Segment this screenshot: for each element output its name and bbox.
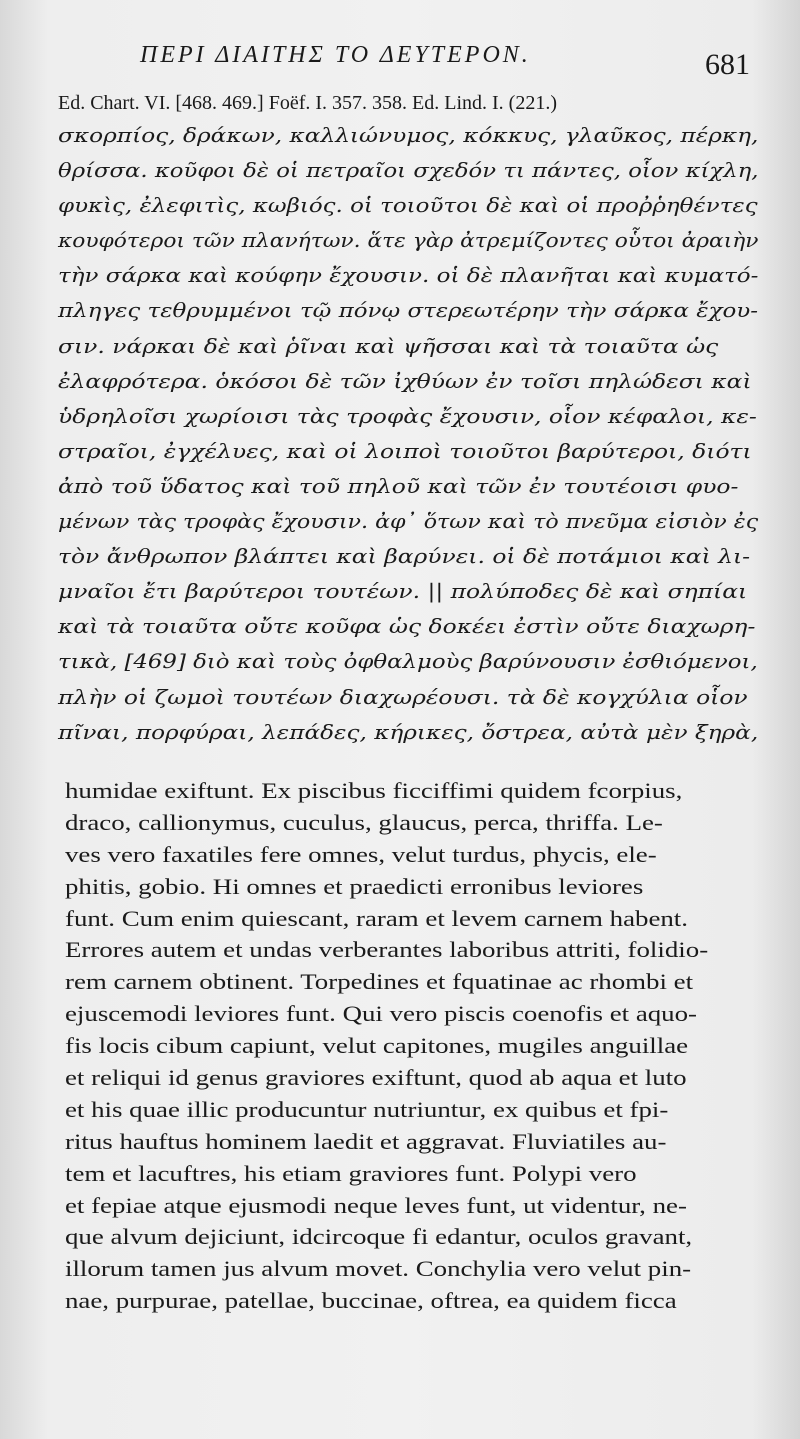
greek-line: πλὴν οἱ ζωμοὶ τουτέων διαχωρέουσι. τὰ δὲ κογχύλια οἷον [58, 685, 748, 709]
greek-line: ἀπὸ τοῦ ὕδατος καὶ τοῦ πηλοῦ καὶ τῶν ἐν τουτέοισι φυο- [58, 474, 739, 498]
greek-line: ὑδρηλοῖσι χωρίοισι τὰς τροφὰς ἔχουσιν, οἷον κέφαλοι, κε- [58, 404, 757, 428]
latin-line: fis locis cibum capiunt, velut capitones, mugiles anguillae [65, 1033, 689, 1059]
greek-line: πῖναι, πορφύραι, λεπάδες, κήρικες, ὄστρεα, αὐτὰ μὲν ξηρὰ, [58, 720, 759, 744]
greek-line: φυκὶς, ἐλεφιτὶς, κωβιός. οἱ τοιοῦτοι δὲ καὶ οἱ προῤῥηθέντες [58, 194, 758, 218]
latin-line: humidae exiftunt. Ex piscibus ficciffimi quidem fcorpius, [65, 778, 683, 803]
greek-line: τὴν σάρκα καὶ κούφην ἔχουσιν. οἱ δὲ πλανῆται καὶ κυματό- [58, 264, 759, 288]
latin-line: et reliqui id genus graviores exiftunt, quod ab aqua et luto [65, 1065, 687, 1091]
latin-line: ejuscemodi leviores funt. Qui vero piscis coenofis et aquo- [65, 1001, 698, 1027]
latin-line: ritus hauftus hominem laedit et aggravat. Fluviatiles au- [65, 1128, 667, 1154]
greek-line: μένων τὰς τροφὰς ἔχουσιν. ἀφ᾽ ὅτων καὶ τὸ πνεῦμα εἰσιὸν ἐς [58, 510, 759, 534]
latin-line: phitis, gobio. Hi omnes et praedicti erronibus leviores [65, 873, 644, 899]
latin-line: illorum tamen jus alvum movet. Conchylia vero velut pin- [65, 1256, 692, 1282]
greek-line: τὸν ἄνθρωπον βλάπτει καὶ βαρύνει. οἱ δὲ ποτάμιοι καὶ λι- [58, 545, 751, 569]
greek-line: σιν. νάρκαι δὲ καὶ ῥῖναι καὶ ψῆσσαι καὶ τὰ τοιαῦτα ὡς [58, 334, 719, 358]
running-head: ΠΕΡΙ ΔΙΑΙΤΗΣ ΤΟ ΔΕΥΤΕΡΟΝ. [140, 42, 531, 68]
page-number: 681 [705, 48, 750, 81]
greek-line: κουφότεροι τῶν πλανήτων. ἅτε γὰρ ἀτρεμίζοντες οὗτοι ἀραιὴν [58, 229, 759, 253]
greek-line: στραῖοι, ἐγχέλυες, καὶ οἱ λοιποὶ τοιοῦτοι βαρύτεροι, διότι [58, 439, 752, 463]
greek-text-block [58, 118, 758, 750]
latin-line: funt. Cum enim quiescant, raram et levem carnem habent. [65, 905, 688, 931]
greek-line: θρίσσα. κοῦφοι δὲ οἱ πετραῖοι σχεδόν τι πάντες, οἷον κίχλη, [58, 159, 759, 183]
greek-line: καὶ τὰ τοιαῦτα οὔτε κοῦφα ὡς δοκέει ἐστὶν οὔτε διαχωρη- [58, 615, 756, 639]
latin-line: Errores autem et undas verberantes laboribus attriti, folidio- [65, 937, 709, 963]
greek-line: σκορπίος, δράκων, καλλιώνυμος, κόκκυς, γλαῦκος, πέρκη, [58, 124, 759, 147]
latin-line: ves vero faxatiles fere omnes, velut turdus, phycis, ele- [65, 841, 657, 867]
latin-line: tem et lacuftres, his etiam graviores funt. Polypi vero [65, 1160, 637, 1186]
latin-line: rem carnem obtinent. Torpedines et fquatinae ac rhombi et [65, 969, 694, 995]
edition-reference-line: Ed. Chart. VI. [468. 469.] Foëf. I. 357. 358. Ed. Lind. I. (221.) [58, 92, 558, 114]
latin-line: nae, purpurae, patellae, buccinae, oftrea, ea quidem ficca [65, 1288, 677, 1314]
latin-text-block [65, 775, 765, 1317]
latin-line: et his quae illic producuntur nutriuntur, ex quibus et fpi- [65, 1096, 669, 1122]
greek-line: ἐλαφρότερα. ὁκόσοι δὲ τῶν ἰχθύων ἐν τοῖσι πηλώδεσι καὶ [58, 369, 752, 393]
latin-line: et fepiae atque ejusmodi neque leves funt, ut videntur, ne- [65, 1192, 687, 1218]
latin-line: draco, callionymus, cuculus, glaucus, perca, thriffa. Le- [65, 809, 663, 835]
greek-line: πληγες τεθρυμμένοι τῷ πόνῳ στερεωτέρην τὴν σάρκα ἔχου- [58, 299, 758, 323]
greek-line: μναῖοι ἔτι βαρύτεροι τουτέων. || πολύποδες δὲ καὶ σηπίαι [58, 580, 748, 604]
greek-line: τικὰ, [469] διὸ καὶ τοὺς ὀφθαλμοὺς βαρύνουσιν ἐσθιόμενοι, [58, 650, 758, 674]
latin-line: que alvum dejiciunt, idcircoque fi edantur, oculos gravant, [65, 1224, 693, 1250]
